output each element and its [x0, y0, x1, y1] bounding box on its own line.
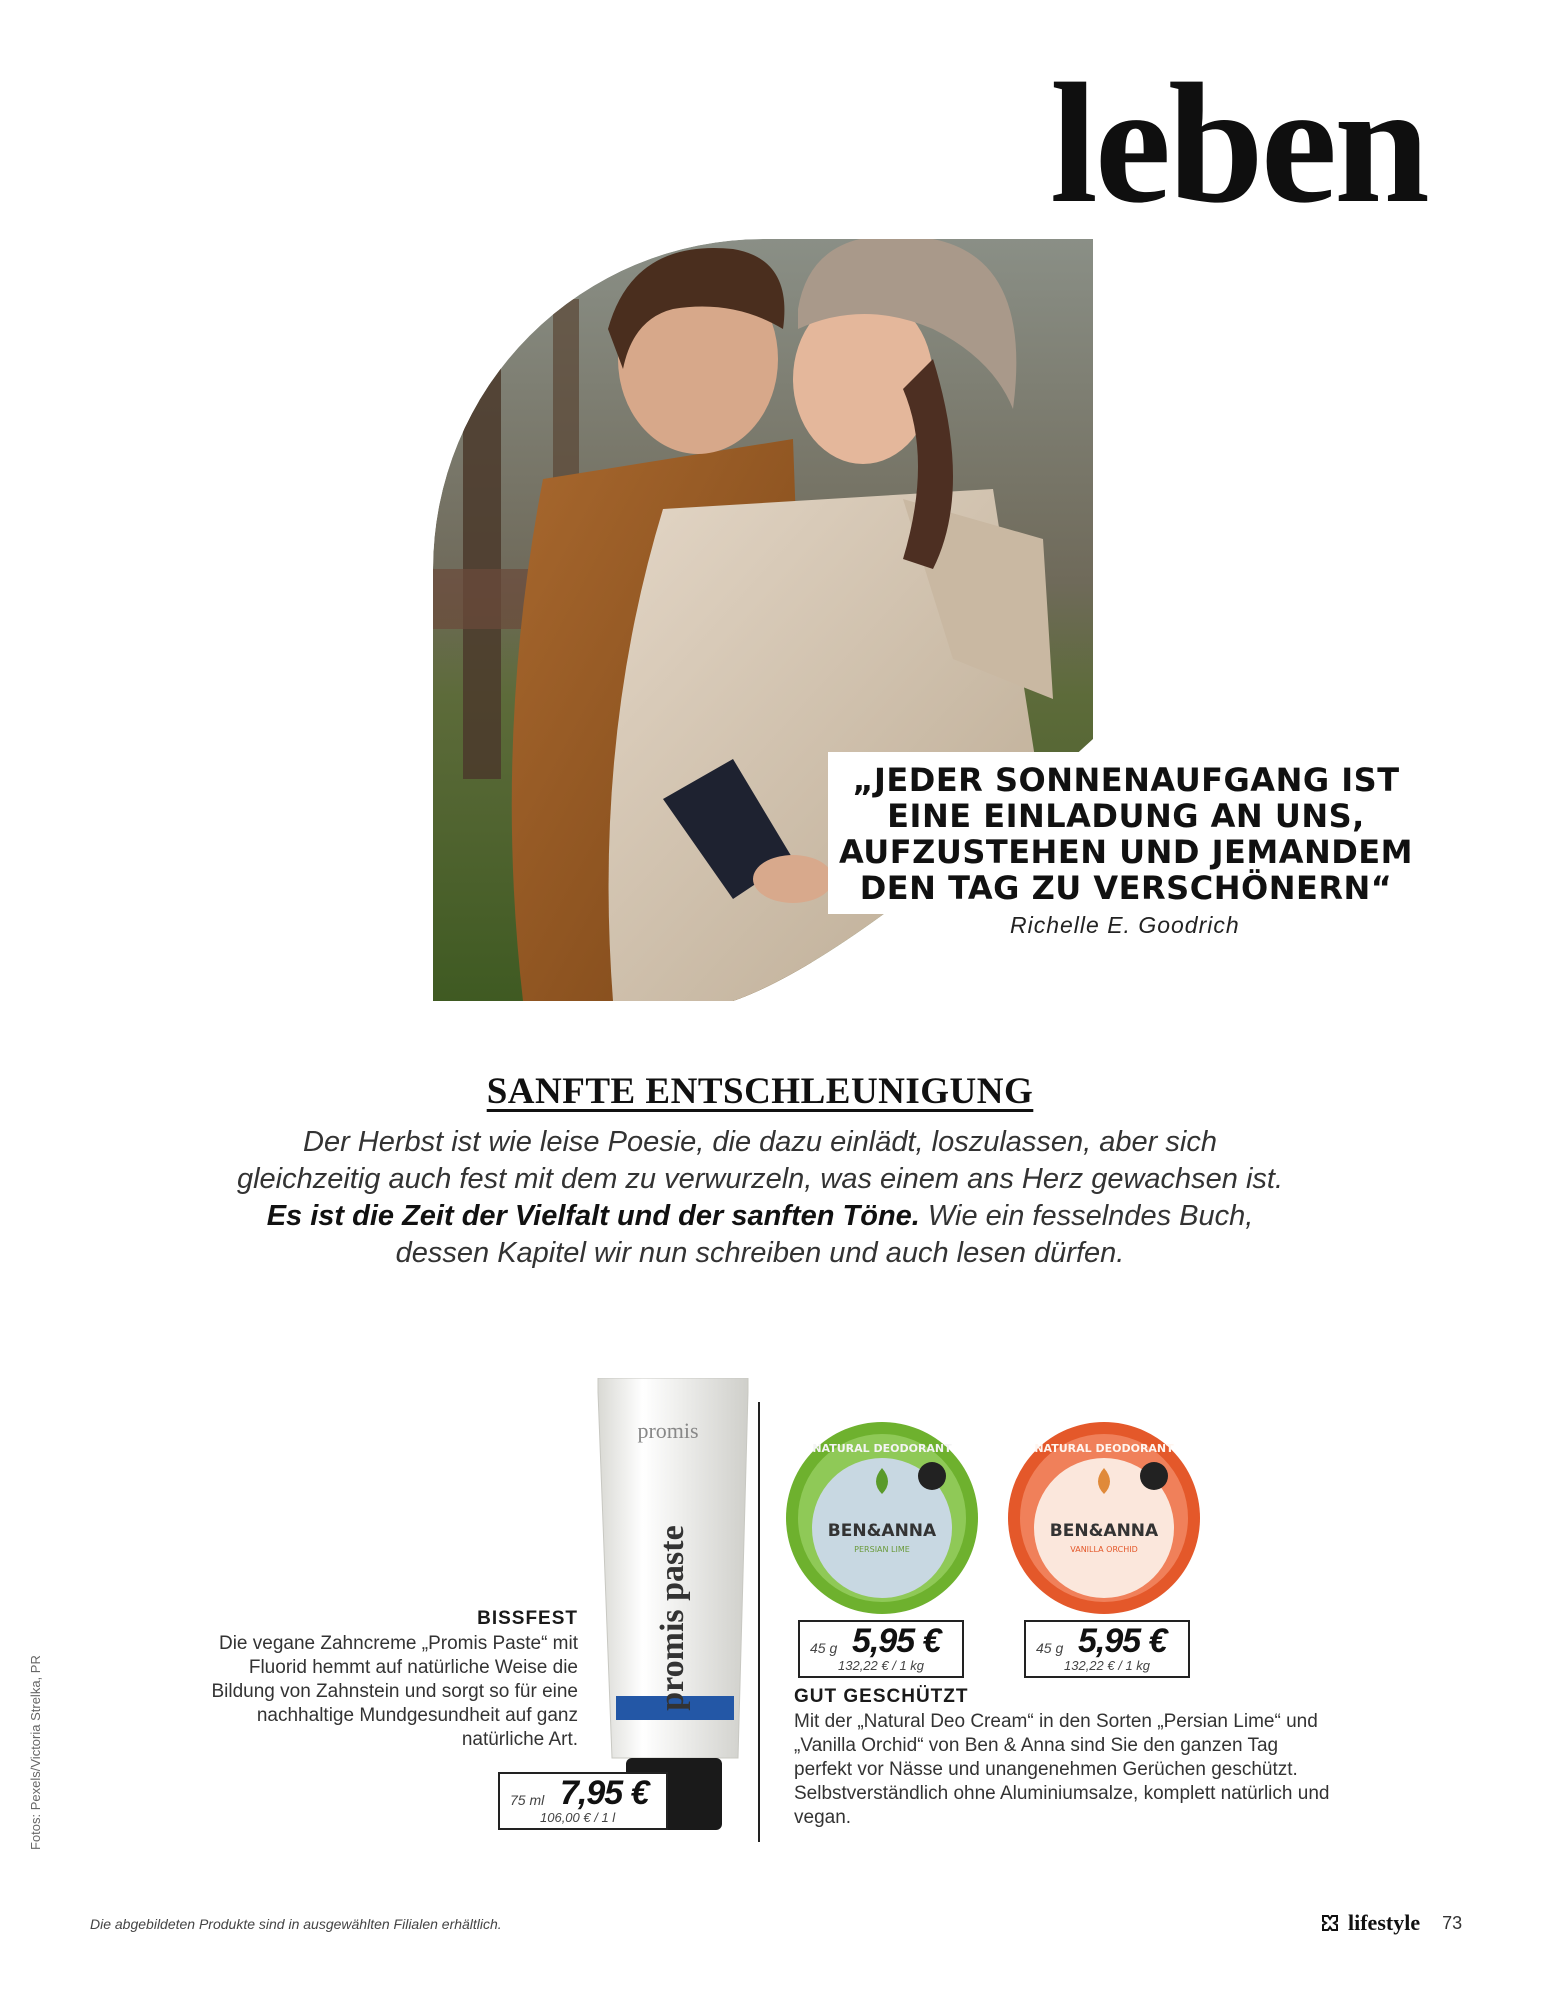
- tube-product-text: promis paste: [654, 1525, 691, 1711]
- jar-lime-brand: BEN&ANNA: [827, 1521, 937, 1541]
- intro-start: Der Herbst ist wie leise Poesie, die dazu einlädt, loszulassen, aber sich gleichzeitig auch fest mit dem zu verwurzeln, was einem ans Herz gewachsen ist.: [236, 1126, 1284, 1195]
- article-intro: [230, 1124, 1290, 1272]
- price-unit: 132,22 € / 1 kg: [838, 1658, 925, 1673]
- product1-description: Die vegane Zahncreme „Promis Paste“ mit Fluorid hemmt auf natürliche Weise die Bildung von Zahnstein und sorgt so für eine nachhaltige Mundgesundheit auf ganz natürliche Art.: [211, 1633, 578, 1750]
- product2-description: Mit der „Natural Deo Cream“ in den Sorten „Persian Lime“ und „Vanilla Orchid“ von Ben & Anna sind Sie den ganzen Tag perfekt vor Nässe und unangenehmen Gerüchen geschützt. Selbstverständlich ohne Aluminiumsalze, komplett natürlich und vegan.: [794, 1711, 1330, 1828]
- intro-end: Wie ein fesselndes Buch, dessen Kapitel wir nun schreiben und auch lesen dürfen.: [395, 1200, 1254, 1269]
- quote-author: Richelle E. Goodrich: [1010, 912, 1240, 938]
- price-qty: 75 ml: [510, 1792, 545, 1808]
- price-amount: 5,95 €: [1078, 1622, 1167, 1660]
- jar-vanilla-brand: BEN&ANNA: [1049, 1521, 1159, 1541]
- price-amount: 7,95 €: [560, 1774, 649, 1812]
- jar-vanilla-variant: VANILLA ORCHID: [1070, 1545, 1138, 1554]
- jar-lime-variant: PERSIAN LIME: [854, 1545, 910, 1554]
- price-unit: 106,00 € / 1 l: [540, 1810, 616, 1825]
- jar-lime-label: NATURAL DEODORANT: [812, 1442, 952, 1455]
- jar-vanilla-label: NATURAL DEODORANT: [1034, 1442, 1174, 1455]
- column-divider: [758, 1402, 760, 1842]
- price-unit: 132,22 € / 1 kg: [1064, 1658, 1151, 1673]
- article-title: SANFTE ENTSCHLEUNIGUNG: [486, 1071, 1034, 1112]
- intro-bold: Es ist die Zeit der Vielfalt und der sanften Töne.: [266, 1200, 920, 1232]
- price-tag-deo-lime: [798, 1620, 964, 1678]
- deo-jar-lime-image: [782, 1418, 982, 1623]
- page-number: 73: [1442, 1912, 1463, 1933]
- footer-section-name: lifestyle: [1348, 1910, 1421, 1935]
- price-tag-toothpaste: [498, 1772, 668, 1830]
- footer-note: Die abgebildeten Produkte sind in ausgewählten Filialen erhältlich.: [90, 1916, 502, 1932]
- tube-brand-text: promis: [637, 1418, 699, 1443]
- price-qty: 45 g: [810, 1640, 838, 1656]
- lifestyle-logo-icon: [1320, 1913, 1340, 1933]
- deo-jar-vanilla-image: [1004, 1418, 1204, 1623]
- product2-heading: GUT GESCHÜTZT: [794, 1686, 969, 1707]
- price-amount: 5,95 €: [852, 1622, 941, 1660]
- footer-brand: [1320, 1910, 1462, 1936]
- section-title-leben: leben: [1050, 49, 1427, 239]
- price-tag-deo-vanilla: [1024, 1620, 1190, 1678]
- product1-heading: BISSFEST: [477, 1608, 578, 1629]
- price-qty: 45 g: [1036, 1640, 1064, 1656]
- photo-credit: Fotos: Pexels/Victoria Strelka, PR: [28, 1655, 43, 1850]
- pull-quote: „JEDER SONNENAUFGANG IST EINE EINLADUNG AN UNS, AUFZUSTEHEN UND JEMANDEM DEN TAG ZU VERSCHÖNERN“: [839, 761, 1413, 907]
